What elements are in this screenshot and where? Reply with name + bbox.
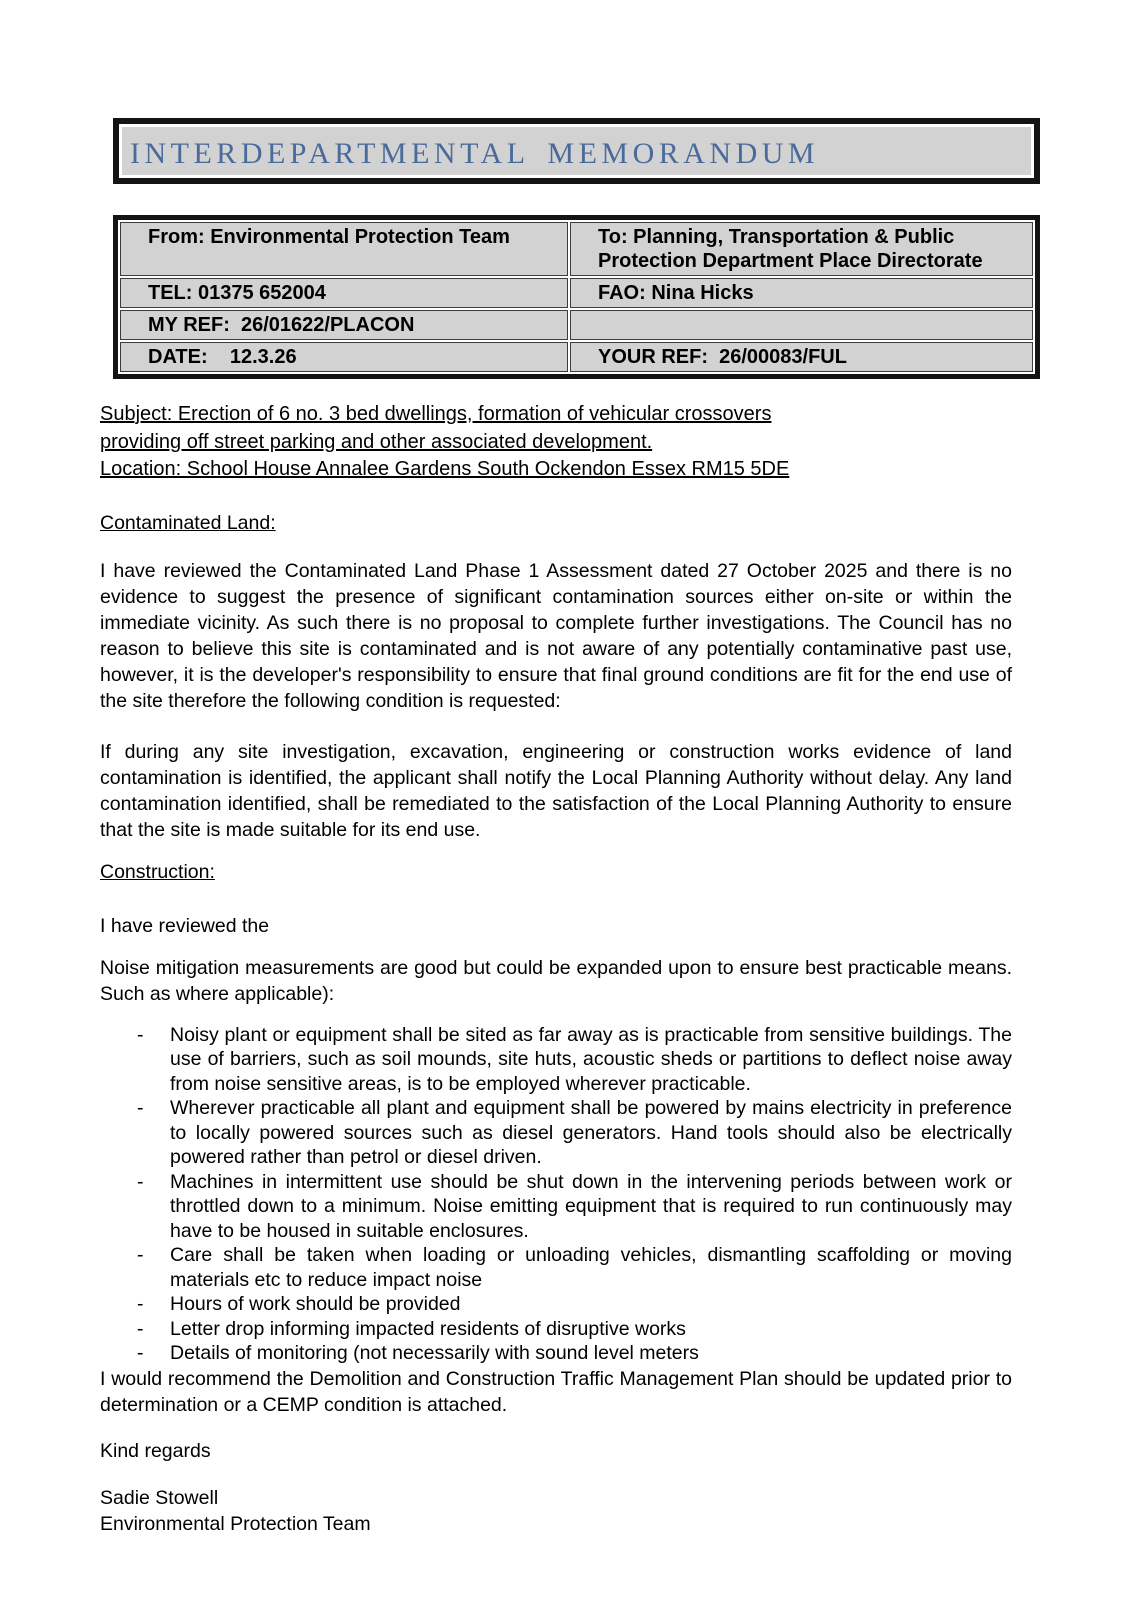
list-item	[100, 1317, 1012, 1342]
signoff-name: Sadie Stowell	[100, 1486, 219, 1509]
construction-intro-2: Noise mitigation measurements are good but could be expanded upon to ensure best practicable means. Such as where applicable):	[100, 956, 1012, 1005]
dash-marker: -	[137, 1170, 144, 1193]
dash-marker: -	[137, 1342, 144, 1364]
subject-line-1: Subject: Erection of 6 no. 3 bed dwellings, formation of vehicular crossovers	[100, 403, 772, 425]
memo-page	[0, 118, 1132, 1600]
from-cell: From: Environmental Protection Team	[120, 222, 568, 276]
list-item-text: Details of monitoring (not necessarily with sound level meters	[170, 1342, 699, 1364]
dash-marker: -	[137, 1293, 144, 1315]
list-item	[100, 1023, 1012, 1097]
dash-marker: -	[137, 1097, 144, 1119]
mitigation-bullet-list	[100, 1023, 1012, 1366]
construction-closing-paragraph: I would recommend the Demolition and Construction Traffic Management Plan should be updated prior to determination or a CEMP condition is attached.	[100, 1367, 1012, 1416]
dash-marker: -	[137, 1244, 144, 1266]
subject-block	[100, 401, 1012, 484]
list-item	[100, 1096, 1012, 1170]
construction-intro-1: I have reviewed the	[100, 914, 270, 937]
to-cell: To: Planning, Transportation & Public Protection Department Place Directorate	[570, 222, 1033, 276]
empty-cell	[570, 310, 1033, 340]
memo-info-table	[113, 215, 1040, 379]
signoff-team: Environmental Protection Team	[100, 1512, 371, 1535]
table-row	[120, 222, 1033, 276]
my-ref-cell: MY REF: 26/01622/PLACON	[120, 310, 568, 340]
dash-marker: -	[137, 1317, 144, 1340]
construction-heading: Construction:	[100, 860, 215, 883]
list-item	[100, 1292, 1012, 1317]
list-item-text: Machines in intermittent use should be shut down in the intervening periods between work or throttled down to a minimum. Noise emitting equipment that is required to run continuously may have to be housed in suitable enclosures.	[170, 1170, 1012, 1242]
date-cell: DATE: 12.3.26	[120, 342, 568, 372]
list-item	[100, 1243, 1012, 1292]
table-row	[120, 310, 1033, 340]
list-item-text: Care shall be taken when loading or unloading vehicles, dismantling scaffolding or moving materials etc to reduce impact noise	[170, 1244, 1012, 1291]
memo-title-banner	[113, 118, 1040, 184]
memo-title: INTERDEPARTMENTAL MEMORANDUM	[130, 137, 820, 170]
list-item	[100, 1341, 1012, 1366]
list-item	[100, 1170, 1012, 1244]
signoff-block	[100, 1485, 1012, 1537]
table-row	[120, 342, 1033, 372]
memo-body	[100, 401, 1012, 1537]
fao-cell: FAO: Nina Hicks	[570, 278, 1033, 308]
location-line: Location: School House Annalee Gardens South Ockendon Essex RM15 5DE	[100, 458, 790, 480]
contaminated-land-paragraph-1: I have reviewed the Contaminated Land Phase 1 Assessment dated 27 October 2025 and there is no evidence to suggest the presence of significant contamination sources either on-site or within the immediate vicinity. As such there is no proposal to complete further investigations. The Council has no reason to believe this site is contaminated and is not aware of any potentially contaminative past use, however, it is the developer's responsibility to ensure that final ground conditions are fit for the end use of the site therefore the following condition is requested:	[100, 559, 1012, 712]
your-ref-cell: YOUR REF: 26/00083/FUL	[570, 342, 1033, 372]
list-item-text: Letter drop informing impacted residents of disruptive works	[170, 1317, 686, 1340]
contaminated-land-heading: Contaminated Land:	[100, 511, 276, 534]
list-item-text: Hours of work should be provided	[170, 1293, 461, 1315]
kind-regards: Kind regards	[100, 1439, 211, 1462]
table-row	[120, 278, 1033, 308]
subject-line-2: providing off street parking and other associated development.	[100, 430, 653, 453]
list-item-text: Noisy plant or equipment shall be sited as far away as is practicable from sensitive buildings. The use of barriers, such as soil mounds, site huts, acoustic sheds or partitions to deflect noise away from noise sensitive areas, is to be employed wherever practicable.	[170, 1023, 1012, 1095]
dash-marker: -	[137, 1023, 144, 1046]
list-item-text: Wherever practicable all plant and equipment shall be powered by mains electricity in preference to locally powered sources such as diesel generators. Hand tools should also be electrically powered rather than petrol or diesel driven.	[170, 1097, 1012, 1168]
tel-cell: TEL: 01375 652004	[120, 278, 568, 308]
contaminated-land-paragraph-2: If during any site investigation, excavation, engineering or construction works evidence of land contamination is identified, the applicant shall notify the Local Planning Authority without delay. Any land contamination identified, shall be remediated to the satisfaction of the Local Planning Authority to ensure that the site is made suitable for its end use.	[100, 740, 1012, 841]
